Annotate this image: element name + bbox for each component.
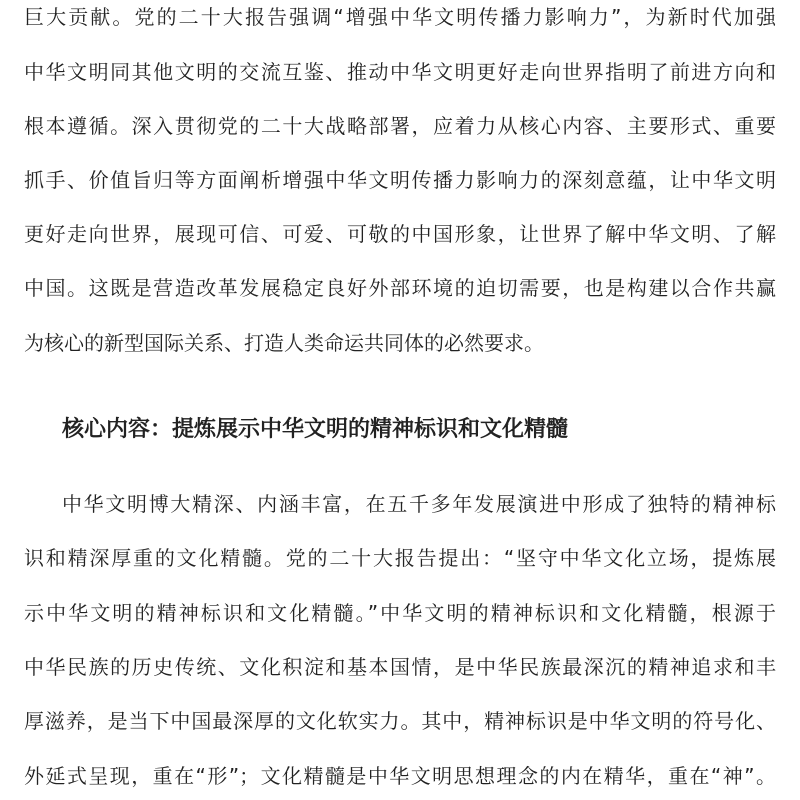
text-line: 根本遵循。深入贯彻党的二十大战略部署，应着力从核心内容、主要形式、重要 <box>24 114 776 138</box>
text-line: 更好走向世界，展现可信、可爱、可敬的中国形象，让世界了解中华文明、了解 <box>24 222 776 246</box>
text-line: 抓手、价值旨归等方面阐析增强中华文明传播力影响力的深刻意蕴，让中华文明 <box>24 168 776 192</box>
text-line: 识和精深厚重的文化精髓。党的二十大报告提出：“坚守中华文化立场，提炼展 <box>24 546 776 570</box>
text-line: 中国。这既是营造改革发展稳定良好外部环境的迫切需要，也是构建以合作共赢 <box>24 276 776 300</box>
text-line: 中华文明同其他文明的交流互鉴、推动中华文明更好走向世界指明了前进方向和 <box>24 60 776 84</box>
text-line: 巨大贡献。党的二十大报告强调“增强中华文明传播力影响力”，为新时代加强 <box>24 5 776 29</box>
text-line: 为核心的新型国际关系、打造人类命运共同体的必然要求。 <box>24 331 544 355</box>
section-heading: 核心内容：提炼展示中华文明的精神标识和文化精髓 <box>62 417 569 442</box>
text-line: 示中华文明的精神标识和文化精髓。”中华文明的精神标识和文化精髓，根源于 <box>24 601 776 625</box>
text-line: 厚滋养，是当下中国最深厚的文化软实力。其中，精神标识是中华文明的符号化、 <box>24 709 776 733</box>
text-line: 中华文明博大精深、内涵丰富，在五千多年发展演进中形成了独特的精神标 <box>62 492 776 516</box>
text-line: 中华民族的历史传统、文化积淀和基本国情，是中华民族最深沉的精神追求和丰 <box>24 655 776 679</box>
text-line: 外延式呈现，重在“形”；文化精髓是中华文明思想理念的内在精华，重在“神”。 <box>24 764 776 788</box>
